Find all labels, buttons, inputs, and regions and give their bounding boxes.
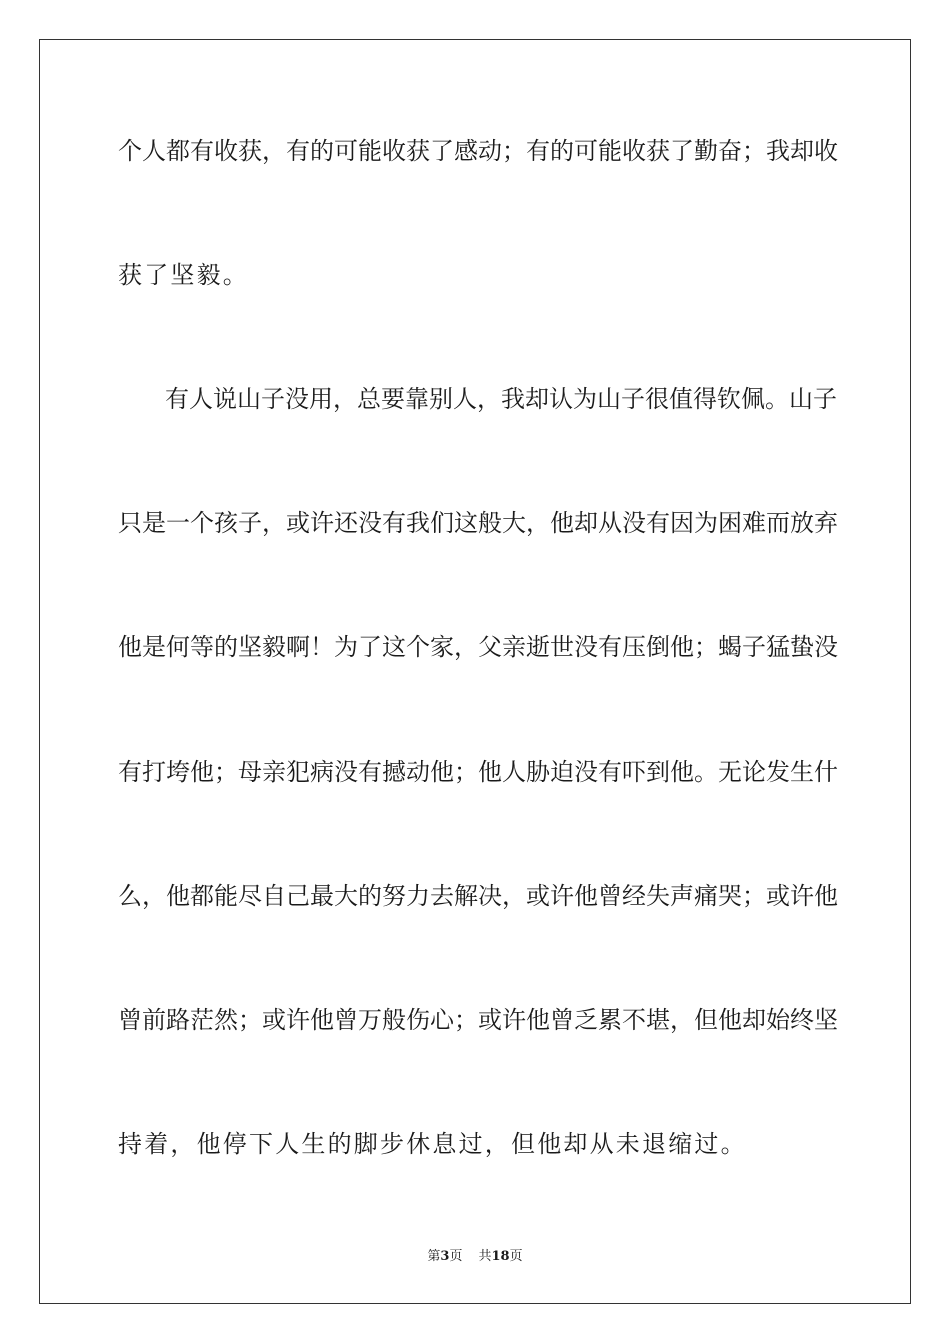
text-line-4: 只是一个孩子，或许还没有我们这般大，他却从没有因为困难而放弃 bbox=[118, 509, 838, 537]
footer-total-suffix: 页 bbox=[509, 1249, 523, 1264]
footer-total-pages: 18 bbox=[491, 1249, 510, 1264]
text-line-5: 他是何等的坚毅啊！为了这个家，父亲逝世没有压倒他；蝎子猛蛰没 bbox=[118, 633, 838, 661]
footer-total-prefix: 共 bbox=[478, 1249, 492, 1264]
text-line-9: 持着，他停下人生的脚步休息过，但他却从未退缩过。 bbox=[118, 1130, 747, 1158]
text-line-2: 获了坚毅。 bbox=[118, 261, 249, 289]
page-frame bbox=[39, 39, 911, 1304]
footer-page-number: 3 bbox=[440, 1249, 450, 1264]
footer-page-suffix: 页 bbox=[449, 1249, 463, 1264]
page-footer bbox=[0, 1248, 950, 1266]
text-line-8: 曾前路茫然；或许他曾万般伤心；或许他曾乏累不堪，但他却始终坚 bbox=[118, 1006, 838, 1034]
text-line-7: 么，他都能尽自己最大的努力去解决，或许他曾经失声痛哭；或许他 bbox=[118, 882, 838, 910]
footer-page-prefix: 第 bbox=[427, 1249, 441, 1264]
text-line-3: 有人说山子没用，总要靠别人，我却认为山子很值得钦佩。山子 bbox=[165, 385, 837, 413]
text-line-6: 有打垮他；母亲犯病没有撼动他；他人胁迫没有吓到他。无论发生什 bbox=[118, 758, 838, 786]
text-line-1: 个人都有收获，有的可能收获了感动；有的可能收获了勤奋；我却收 bbox=[118, 137, 838, 165]
